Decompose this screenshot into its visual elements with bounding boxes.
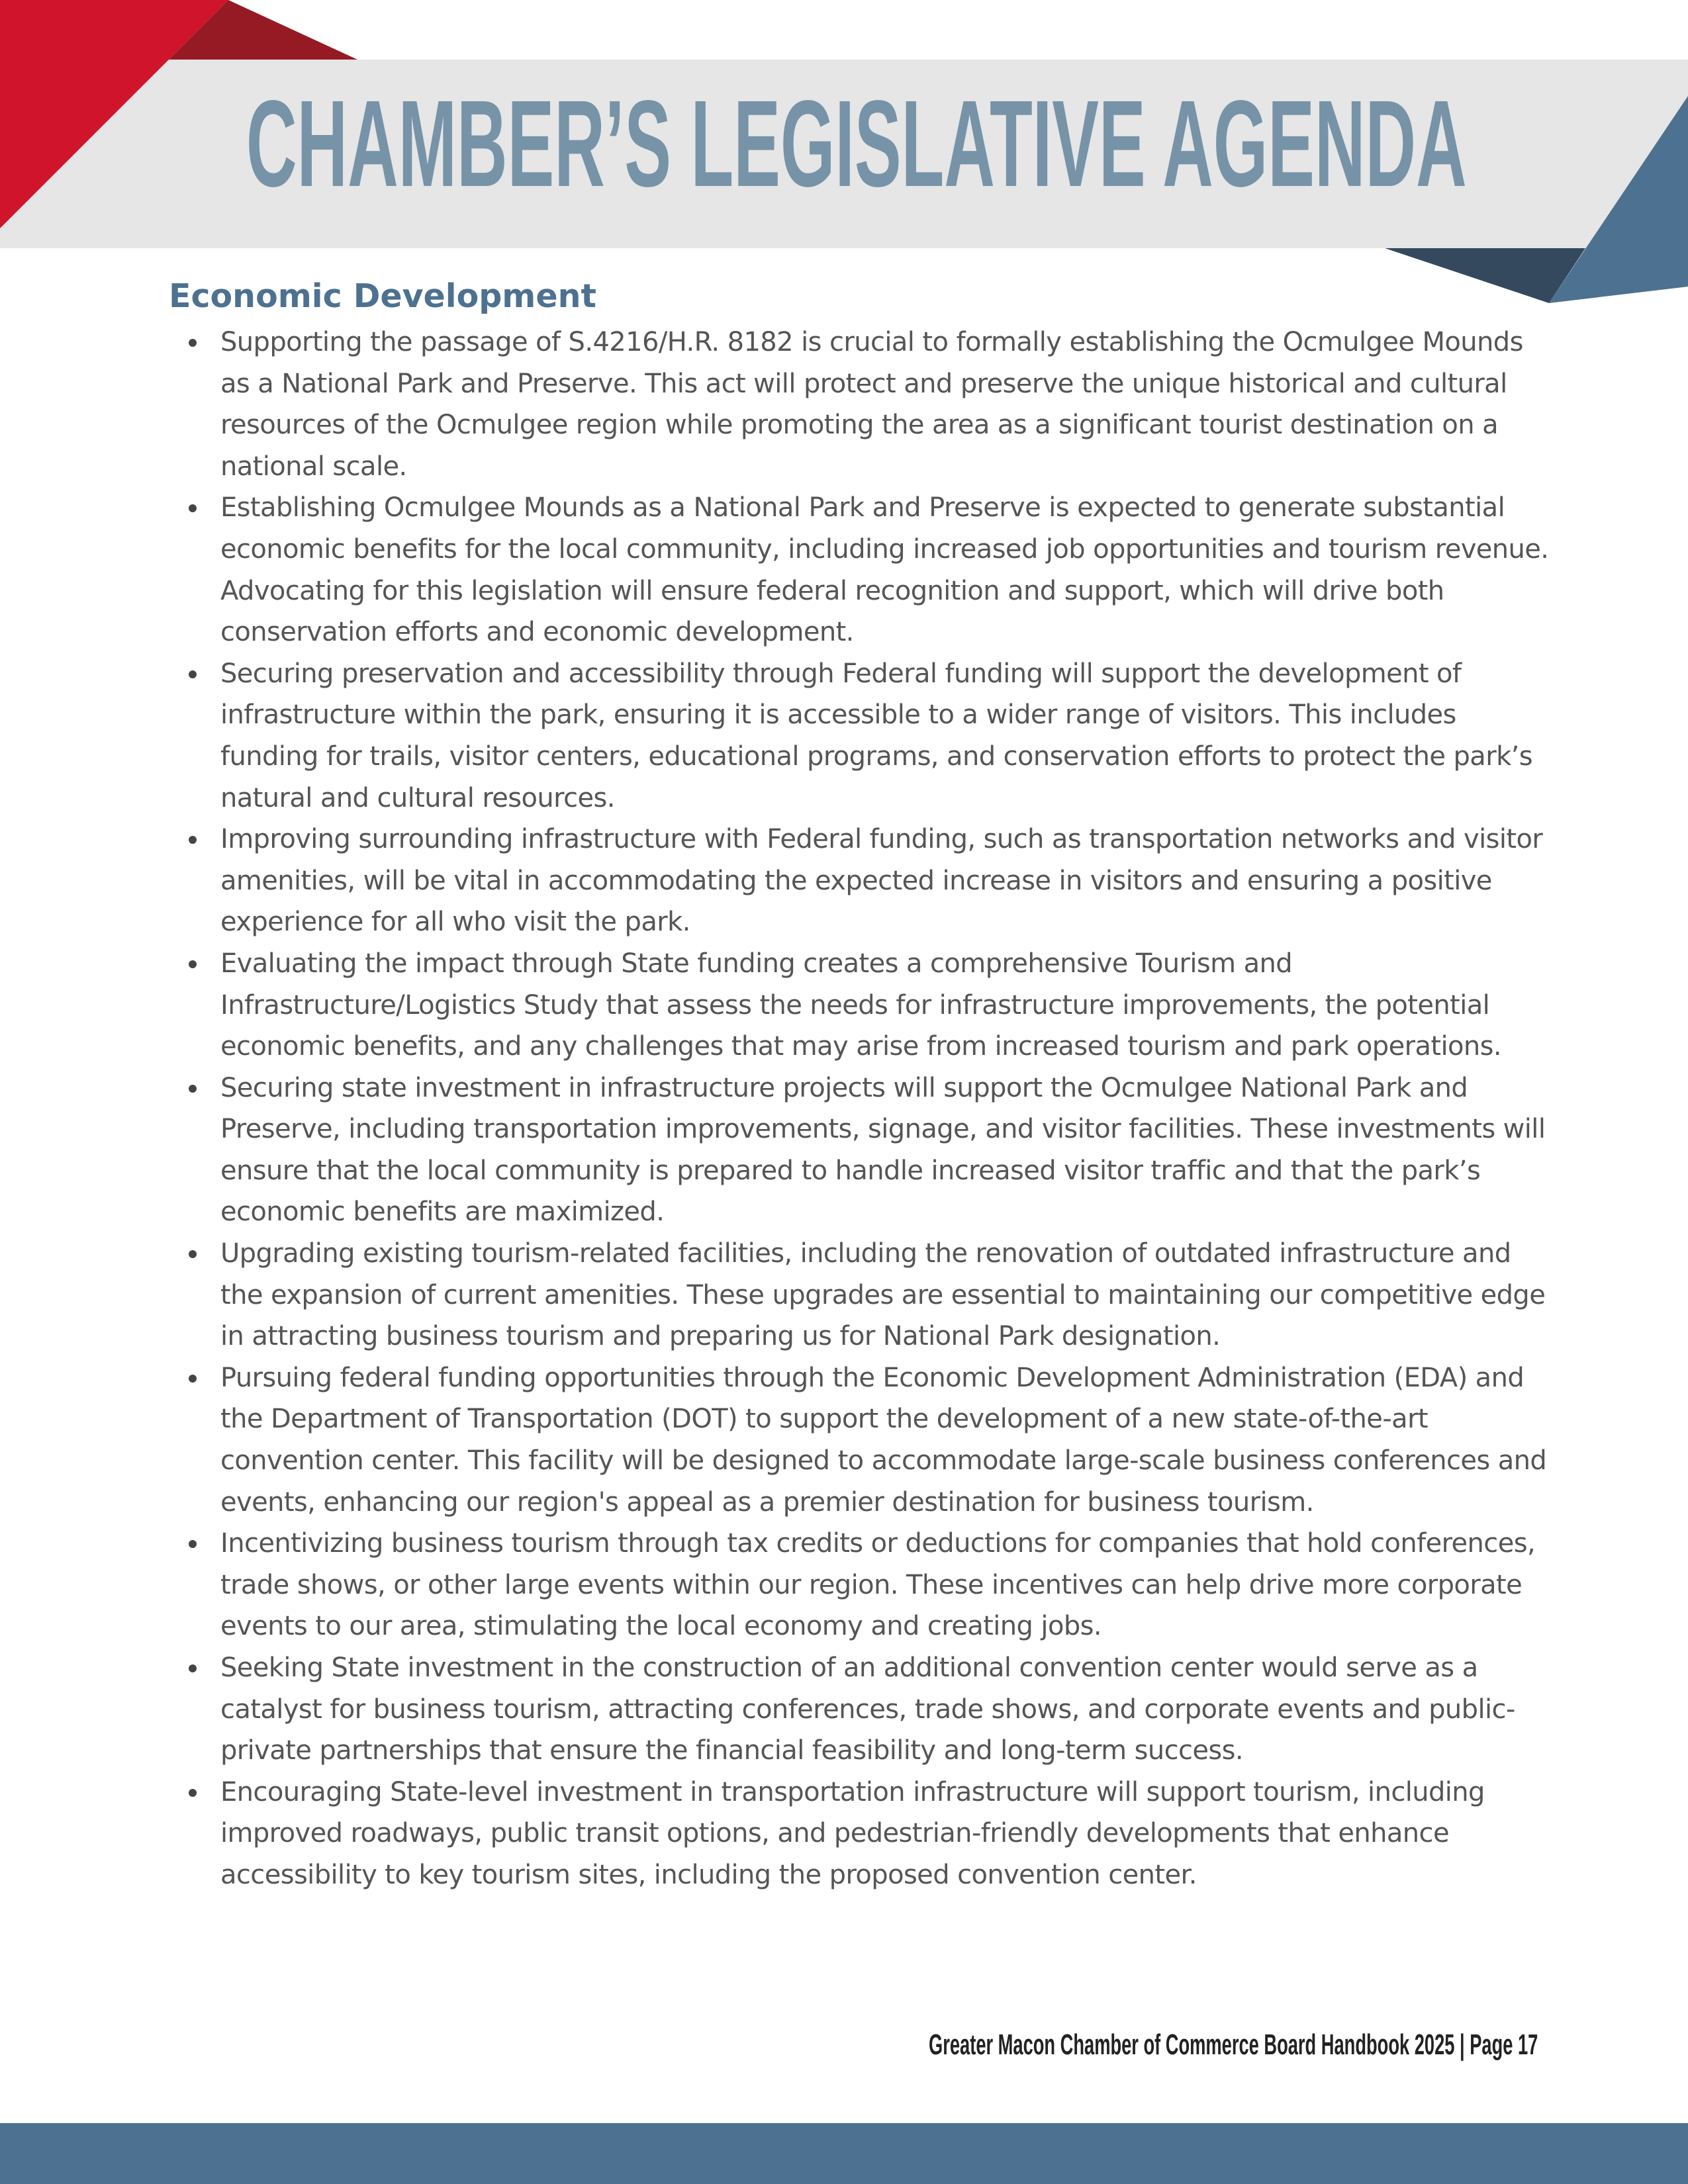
list-item-text: Securing state investment in infrastructure projects will support the Ocmulgee National Park and Preserve, including transportation improvements, signage, and visitor facilities. These investments will ensure that the local community is prepared to handle increased visitor traffic and that the park’s economic benefits are maximized. [220, 1072, 1546, 1228]
bullet-icon [189, 670, 197, 678]
section-heading: Economic Development [169, 277, 596, 315]
steel-blue-accent [1549, 96, 1688, 303]
list-item [169, 653, 1552, 819]
list-item [169, 322, 1552, 487]
list-item-text: Evaluating the impact through State funding creates a comprehensive Tourism and Infrastructure/Logistics Study that assess the needs for infrastructure improvements, the potential economic benefits, and any challenges that may arise from increased tourism and park operations. [220, 948, 1501, 1062]
list-item-text: Improving surrounding infrastructure with Federal funding, such as transportation networks and visitor amenities, will be vital in accommodating the expected increase in visitors and ensuring a positive experience for all who visit the park. [220, 824, 1543, 938]
list-item-text: Establishing Ocmulgee Mounds as a National Park and Preserve is expected to generate substantial economic benefits for the local community, including increased job opportunities and tourism revenue. Advocating for this legislation will ensure federal recognition and support, which will drive both conservation efforts and economic development. [220, 492, 1549, 648]
bullet-icon [189, 1375, 197, 1383]
list-item [169, 1357, 1552, 1523]
footer-bar [0, 2123, 1688, 2184]
bullet-icon [189, 1085, 197, 1093]
bullet-list [169, 322, 1552, 1896]
list-item [169, 943, 1552, 1068]
list-item [169, 1772, 1552, 1896]
list-item-text: Seeking State investment in the construction of an additional convention center would serve as a catalyst for business tourism, attracting conferences, trade shows, and corporate events and public-private partnerships that ensure the financial feasibility and long-term success. [220, 1653, 1515, 1766]
page-title: CHAMBER’S LEGISLATIVE AGENDA [246, 75, 1467, 212]
list-item [169, 819, 1552, 943]
list-item [169, 487, 1552, 653]
bullet-icon [189, 836, 197, 844]
bullet-icon [189, 1250, 197, 1258]
list-item-text: Securing preservation and accessibility through Federal funding will support the development of infrastructure within the park, ensuring it is accessible to a wider range of visitors. This includes funding for trails, visitor centers, educational programs, and conservation efforts to protect the park’s natural and cultural resources. [220, 658, 1532, 813]
bullet-icon [189, 1789, 197, 1797]
list-item [169, 1233, 1552, 1357]
bullet-icon [189, 1664, 197, 1672]
list-item [169, 1647, 1552, 1772]
footer-page-label: Greater Macon Chamber of Commerce Board Handbook 2025 | Page 17 [928, 2028, 1538, 2061]
list-item-text: Upgrading existing tourism-related facilities, including the renovation of outdated infrastructure and the expansion of current amenities. These upgrades are essential to maintaining our competitive edge in attracting business tourism and preparing us for National Park designation. [220, 1238, 1546, 1352]
list-item-text: Encouraging State-level investment in transportation infrastructure will support tourism, including improved roadways, public transit options, and pedestrian-friendly developments that enhance accessibility to key tourism sites, including the proposed convention center. [220, 1776, 1485, 1890]
list-item-text: Pursuing federal funding opportunities through the Economic Development Administration (EDA) and the Department of Transportation (DOT) to support the development of a new state-of-the-art convention center. This facility will be designed to accommodate large-scale business conferences and events, enhancing our region's appeal as a premier destination for business tourism. [220, 1362, 1547, 1518]
bullet-icon [189, 960, 197, 968]
bullet-icon [189, 1540, 197, 1548]
bullet-icon [189, 339, 197, 347]
list-item [169, 1068, 1552, 1233]
economic-development-section [169, 271, 1552, 1896]
list-item-text: Incentivizing business tourism through tax credits or deductions for companies that hold conferences, trade shows, or other large events within our region. These incentives can help drive more corporate events to our area, stimulating the local economy and creating jobs. [220, 1528, 1536, 1642]
bullet-icon [189, 504, 197, 512]
list-item-text: Supporting the passage of S.4216/H.R. 8182 is crucial to formally establishing the Ocmulgee Mounds as a National Park and Preserve. This act will protect and preserve the unique historical and cultural resources of the Ocmulgee region while promoting the area as a significant tourist destination on a national scale. [220, 327, 1523, 482]
list-item [169, 1523, 1552, 1647]
